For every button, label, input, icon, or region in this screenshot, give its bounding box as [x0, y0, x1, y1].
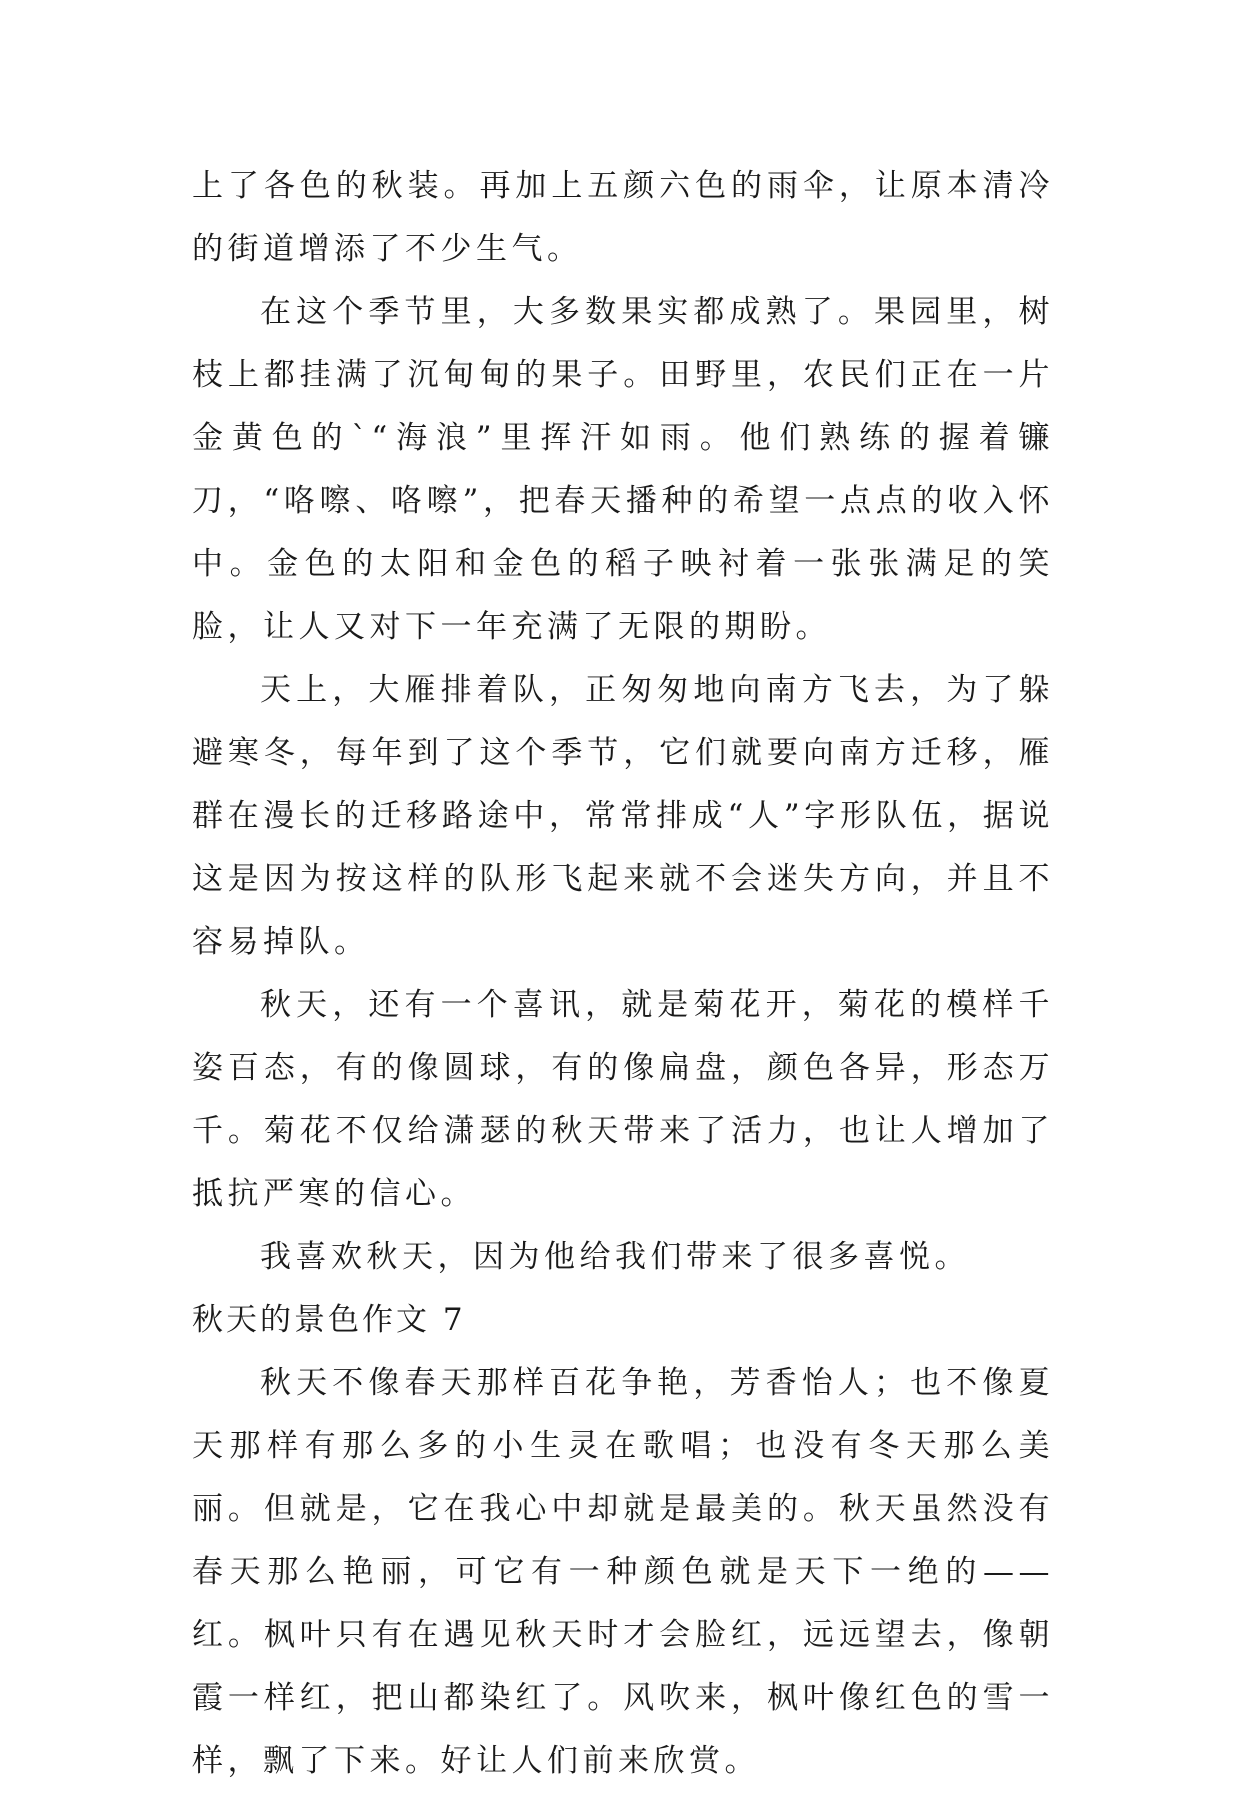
- paragraph-3: 天上，大雁排着队，正匆匆地向南方飞去，为了躲避寒冬，每年到了这个季节，它们就要向南方迁移，雁群在漫长的迁移路途中，常常排成“人”字形队伍，据说这是因为按这样的队形飞起来就不会迷失方向，并且不容易掉队。: [192, 672, 1054, 960]
- paragraph-6: 秋天不像春天那样百花争艳，芳香怡人；也不像夏天那样有那么多的小生灵在歌唱；也没有冬天那么美丽。但就是，它在我心中却就是最美的。秋天虽然没有春天那么艳丽，可它有一种颜色就是天下一绝的——红。枫叶只有在遇见秋天时才会脸红，远远望去，像朝霞一样红，把山都染红了。风吹来，枫叶像红色的雪一样，飘了下来。好让人们前来欣赏。: [192, 1365, 1054, 1779]
- section-heading: 秋天的景色作文 7: [192, 1302, 466, 1338]
- paragraph-5: 我喜欢秋天，因为他给我们带来了很多喜悦。: [260, 1239, 970, 1275]
- paragraph-1: 上了各色的秋装。再加上五颜六色的雨伞，让原本清冷的街道增添了不少生气。: [192, 168, 1054, 267]
- document-body: [192, 155, 1054, 1793]
- paragraph-2: 在这个季节里，大多数果实都成熟了。果园里，树枝上都挂满了沉甸甸的果子。田野里，农民们正在一片金黄色的`“海浪”里挥汗如雨。他们熟练的握着镰刀，“咯嚓、咯嚓”，把春天播种的希望一点点的收入怀中。金色的太阳和金色的稻子映衬着一张张满足的笑脸，让人又对下一年充满了无限的期盼。: [192, 294, 1054, 645]
- paragraph-4: 秋天，还有一个喜讯，就是菊花开，菊花的模样千姿百态，有的像圆球，有的像扁盘，颜色各异，形态万千。菊花不仅给潇瑟的秋天带来了活力，也让人增加了抵抗严寒的信心。: [192, 987, 1054, 1212]
